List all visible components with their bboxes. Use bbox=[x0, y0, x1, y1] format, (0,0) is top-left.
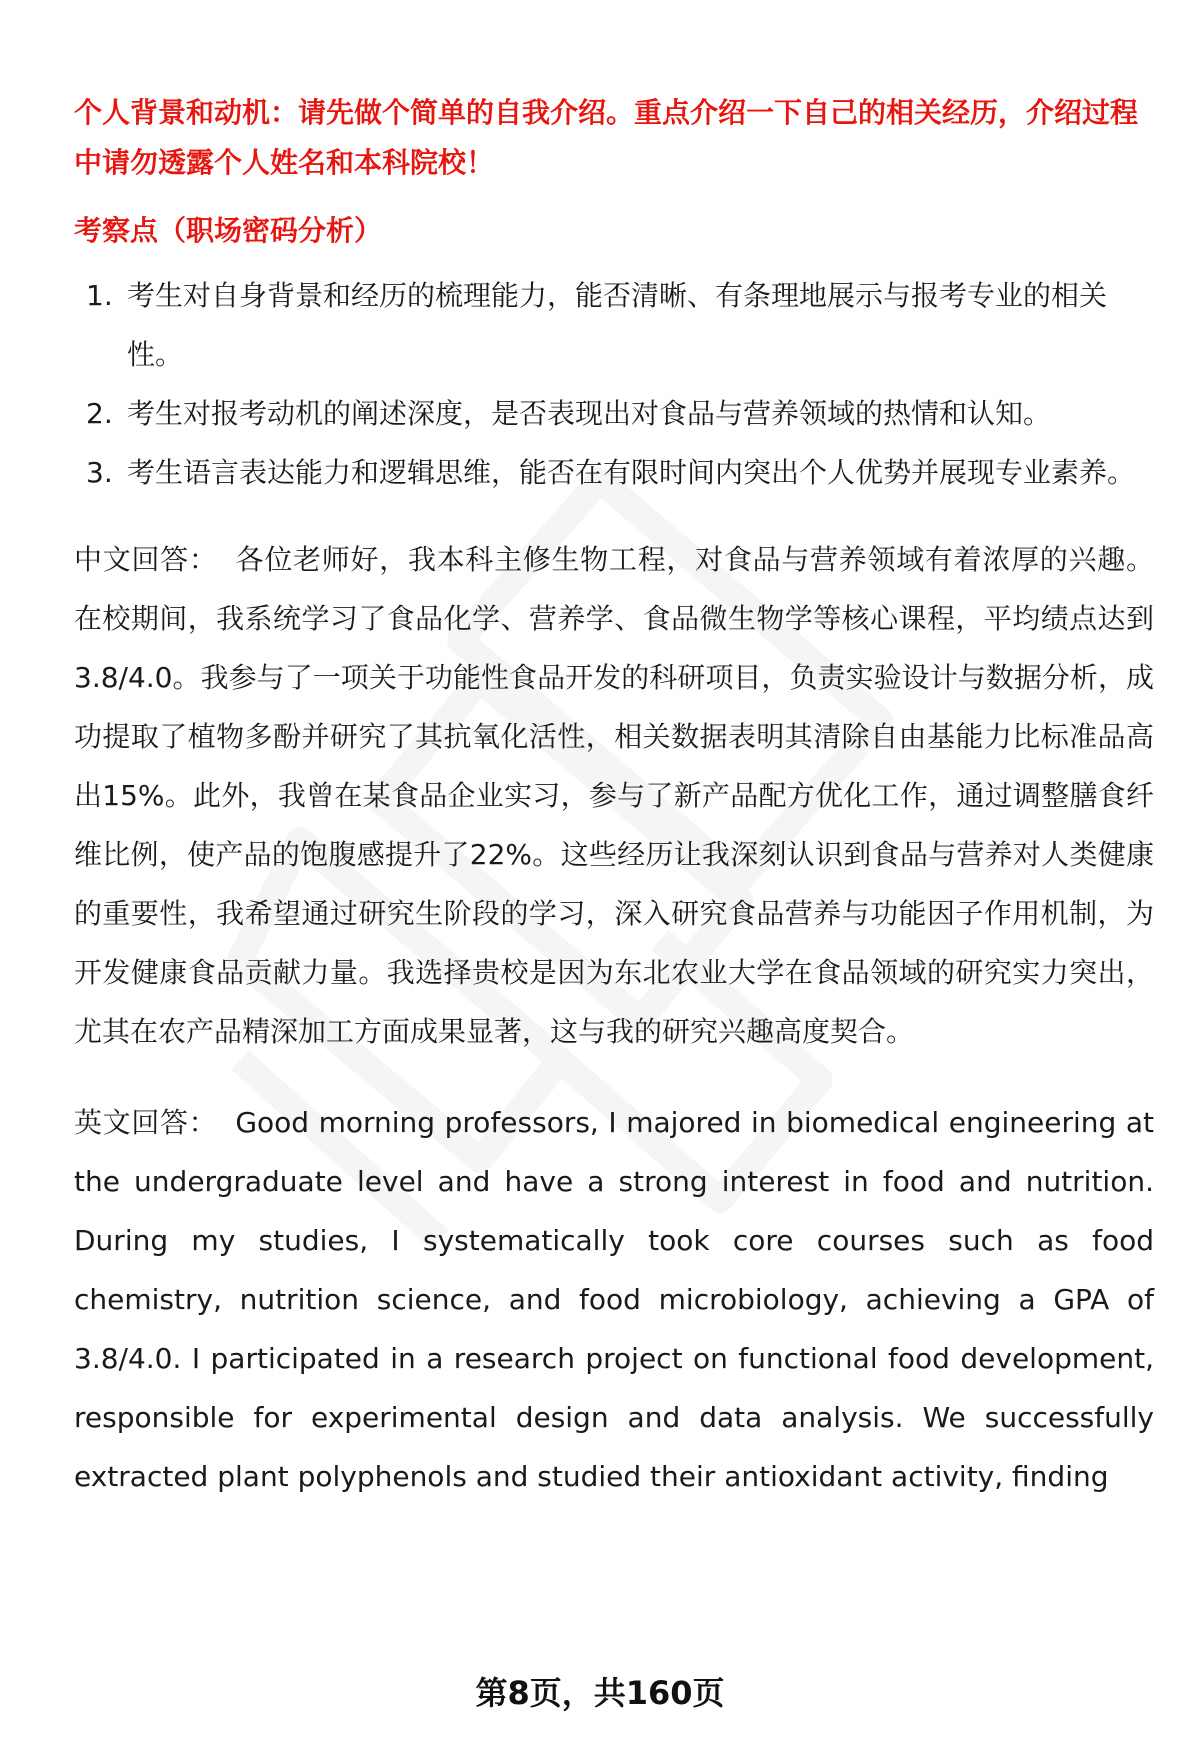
list-item-number: 2. bbox=[86, 397, 113, 430]
assessment-title: 考察点（职场密码分析） bbox=[74, 214, 383, 247]
list-item bbox=[74, 266, 1154, 384]
chinese-answer-text: 各位老师好，我本科主修生物工程，对食品与营养领域有着浓厚的兴趣。在校期间，我系统学习了食品化学、营养学、食品微生物学等核心课程，平均绩点达到3.8/4.0。我参与了一项关于功能性食品开发的科研项目，负责实验设计与数据分析，成功提取了植物多酚并研究了其抗氧化活性，相关数据表明其清除自由基能力比标准品高出15%。此外，我曾在某食品企业实习，参与了新产品配方优化工作，通过调整膳食纤维比例，使产品的饱腹感提升了22%。这些经历让我深刻认识到食品与营养对人类健康的重要性，我希望通过研究生阶段的学习，深入研究食品营养与功能因子作用机制，为开发健康食品贡献力量。我选择贵校是因为东北农业大学在食品领域的研究实力突出，尤其在农产品精深加工方面成果显著，这与我的研究兴趣高度契合。 bbox=[74, 543, 1154, 1048]
list-item-number: 3. bbox=[86, 456, 113, 489]
chinese-answer bbox=[74, 530, 1154, 1061]
english-answer-label: 英文回答： bbox=[74, 1106, 218, 1139]
list-item-number: 1. bbox=[86, 279, 113, 312]
list-item bbox=[74, 384, 1154, 443]
english-answer-text: Good morning professors, I majored in biomedical engineering at the undergraduate level and have a strong interest in food and nutrition. During my studies, I systematically took core courses such as food chemistry, nutrition science, and food microbiology, achieving a GPA of 3.8/4.0. I participated in a research project on functional food development, responsible for experimental design and data analysis. We successfully extracted plant polyphenols and studied their antioxidant activity, finding bbox=[74, 1106, 1154, 1493]
list-item bbox=[74, 443, 1154, 502]
list-item-text: 考生对报考动机的阐述深度，是否表现出对食品与营养领域的热情和认知。 bbox=[127, 397, 1052, 430]
question-heading: 个人背景和动机：请先做个简单的自我介绍。重点介绍一下自己的相关经历，介绍过程中请勿透露个人姓名和本科院校！ bbox=[74, 96, 1139, 179]
page-number: 第8页，共160页 bbox=[475, 1674, 725, 1712]
main-content bbox=[74, 88, 1154, 1506]
assessment-points bbox=[74, 266, 1154, 502]
list-item-text: 考生对自身背景和经历的梳理能力，能否清晰、有条理地展示与报考专业的相关性。 bbox=[127, 279, 1108, 371]
chinese-answer-label: 中文回答： bbox=[74, 543, 218, 576]
english-answer bbox=[74, 1093, 1154, 1506]
list-item-text: 考生语言表达能力和逻辑思维，能否在有限时间内突出个人优势并展现专业素养。 bbox=[127, 456, 1136, 489]
